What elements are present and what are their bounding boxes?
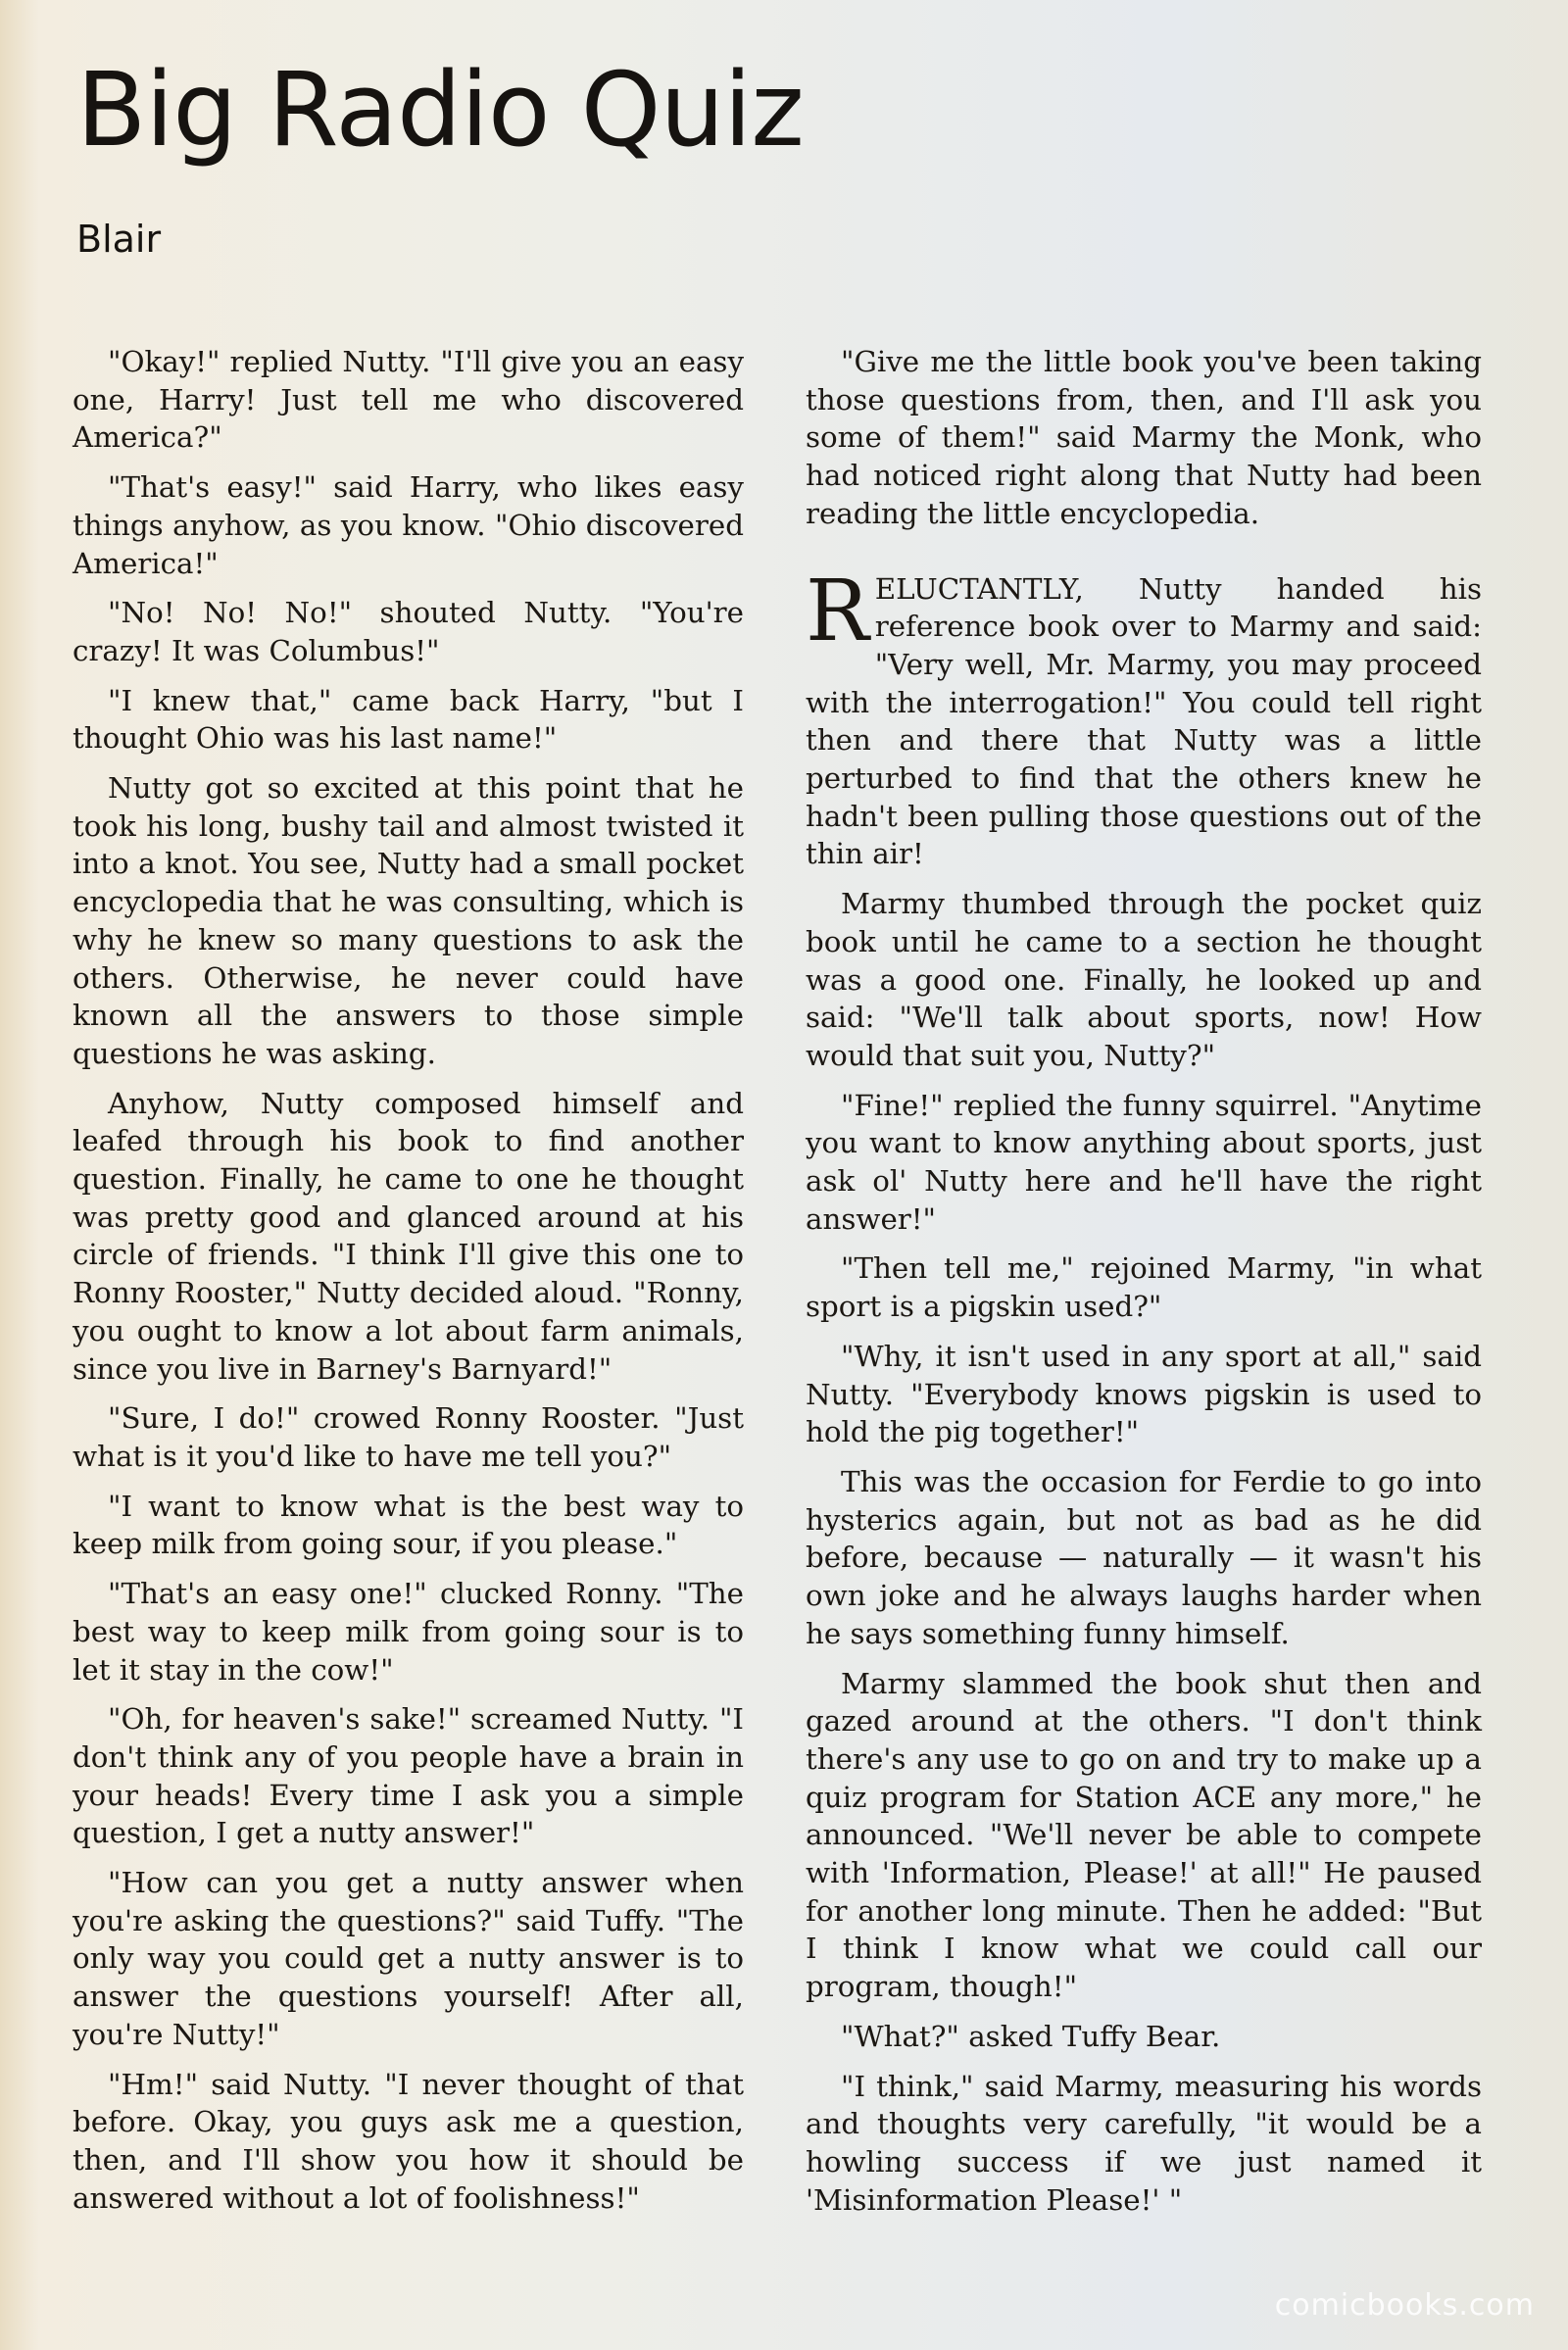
article-author: Blair — [76, 218, 162, 261]
paragraph: "Give me the little book you've been taking those questions from, then, and I'll ask you some of them!" said Marmy the Monk, who had noticed right along that Nutty had been reading the little encyclopedia. — [806, 345, 1482, 530]
paragraph: "How can you get a nutty answer when you're asking the questions?" said Tuffy. "The only way you could get a nutty answer is to answer the questions yourself! After all, you're Nutty!" — [73, 1866, 744, 2051]
paragraph: Marmy thumbed through the pocket quiz book until he came to a section he thought was a good one. Finally, he looked up and said: "We'll talk about sports, now! How would that suit you, Nutty?" — [806, 887, 1482, 1072]
left-column — [73, 343, 744, 2228]
paragraph: Nutty got so excited at this point that he took his long, bushy tail and almost twisted it into a knot. You see, Nutty had a small pocket encyclopedia that he was consulting, which is why he knew so many questions to ask the others. Otherwise, he never could have known all the answers to those simple questions he was asking. — [73, 771, 744, 1070]
paragraph: "Why, it isn't used in any sport at all," said Nutty. "Everybody knows pigskin is used to hold the pig together!" — [806, 1339, 1482, 1449]
paragraph: "Hm!" said Nutty. "I never thought of that before. Okay, you guys ask me a question, then, and I'll show you how it should be answered without a lot of foolishness!" — [73, 2067, 744, 2215]
dropcap-paragraph-text: ELUCTANTLY, Nutty handed his reference book over to Marmy and said: "Very well, Mr. Marmy, you may proceed with the interrogation!" You could tell right then and there that Nutty was a little perturbed to find that the others knew he hadn't been pulling those questions out of the thin air! — [806, 571, 1482, 871]
dropcap-paragraph — [806, 562, 1482, 874]
paragraph: "Oh, for heaven's sake!" screamed Nutty. "I don't think any of you people have a brain in your heads! Every time I ask you a simple question, I get a nutty answer!" — [73, 1702, 744, 1850]
paragraph: "I knew that," came back Harry, "but I thought Ohio was his last name!" — [73, 683, 744, 756]
article-title: Big Radio Quiz — [76, 50, 804, 170]
drop-cap: R — [806, 562, 869, 661]
right-column — [806, 343, 1482, 2230]
paragraph: "Then tell me," rejoined Marmy, "in what sport is a pigskin used?" — [806, 1251, 1482, 1324]
site-watermark: comicbooks.com — [1274, 2288, 1535, 2323]
paragraph: "I think," said Marmy, measuring his words and thoughts very carefully, "it would be a howling success if we just named it 'Misinformation Please!' " — [806, 2069, 1482, 2217]
paragraph: "That's easy!" said Harry, who likes easy things anyhow, as you know. "Ohio discovered America!" — [73, 470, 744, 580]
paragraph: "Sure, I do!" crowed Ronny Rooster. "Just what is it you'd like to have me tell you?" — [73, 1401, 744, 1473]
paragraph: "No! No! No!" shouted Nutty. "You're crazy! It was Columbus!" — [73, 596, 744, 667]
paragraph: Anyhow, Nutty composed himself and leafed through his book to find another question. Finally, he came to one he thought was pretty good and glanced around at his circle of friends. "I think I'll give this one to Ronny Rooster," Nutty decided aloud. "Ronny, you ought to know a lot about farm animals, since you live in Barney's Barnyard!" — [73, 1086, 744, 1386]
paragraph: This was the occasion for Ferdie to go into hysterics again, but not as bad as he did before, because — naturally — it wasn't his own joke and he always laughs harder when he says something funny himself. — [806, 1464, 1482, 1650]
paragraph: "What?" asked Tuffy Bear. — [841, 2019, 1221, 2053]
paragraph: "That's an easy one!" clucked Ronny. "The best way to keep milk from going sour is to let it stay in the cow!" — [73, 1577, 744, 1687]
paragraph: Marmy slammed the book shut then and gazed around at the others. "I don't think there's any use to go on and try to make up a quiz program for Station ACE any more," he announced. "We'll never be able to compete with 'Information, Please!' at all!" He paused for another long minute. Then he added: "But I think I know what we could call our program, though!" — [806, 1666, 1482, 2004]
paragraph: "Fine!" replied the funny squirrel. "Anytime you want to know anything about sports, just ask ol' Nutty here and he'll have the right answer!" — [806, 1088, 1482, 1236]
paragraph: "Okay!" replied Nutty. "I'll give you an easy one, Harry! Just tell me who discovered America?" — [73, 345, 744, 455]
paragraph: "I want to know what is the best way to keep milk from going sour, if you please." — [73, 1489, 744, 1561]
